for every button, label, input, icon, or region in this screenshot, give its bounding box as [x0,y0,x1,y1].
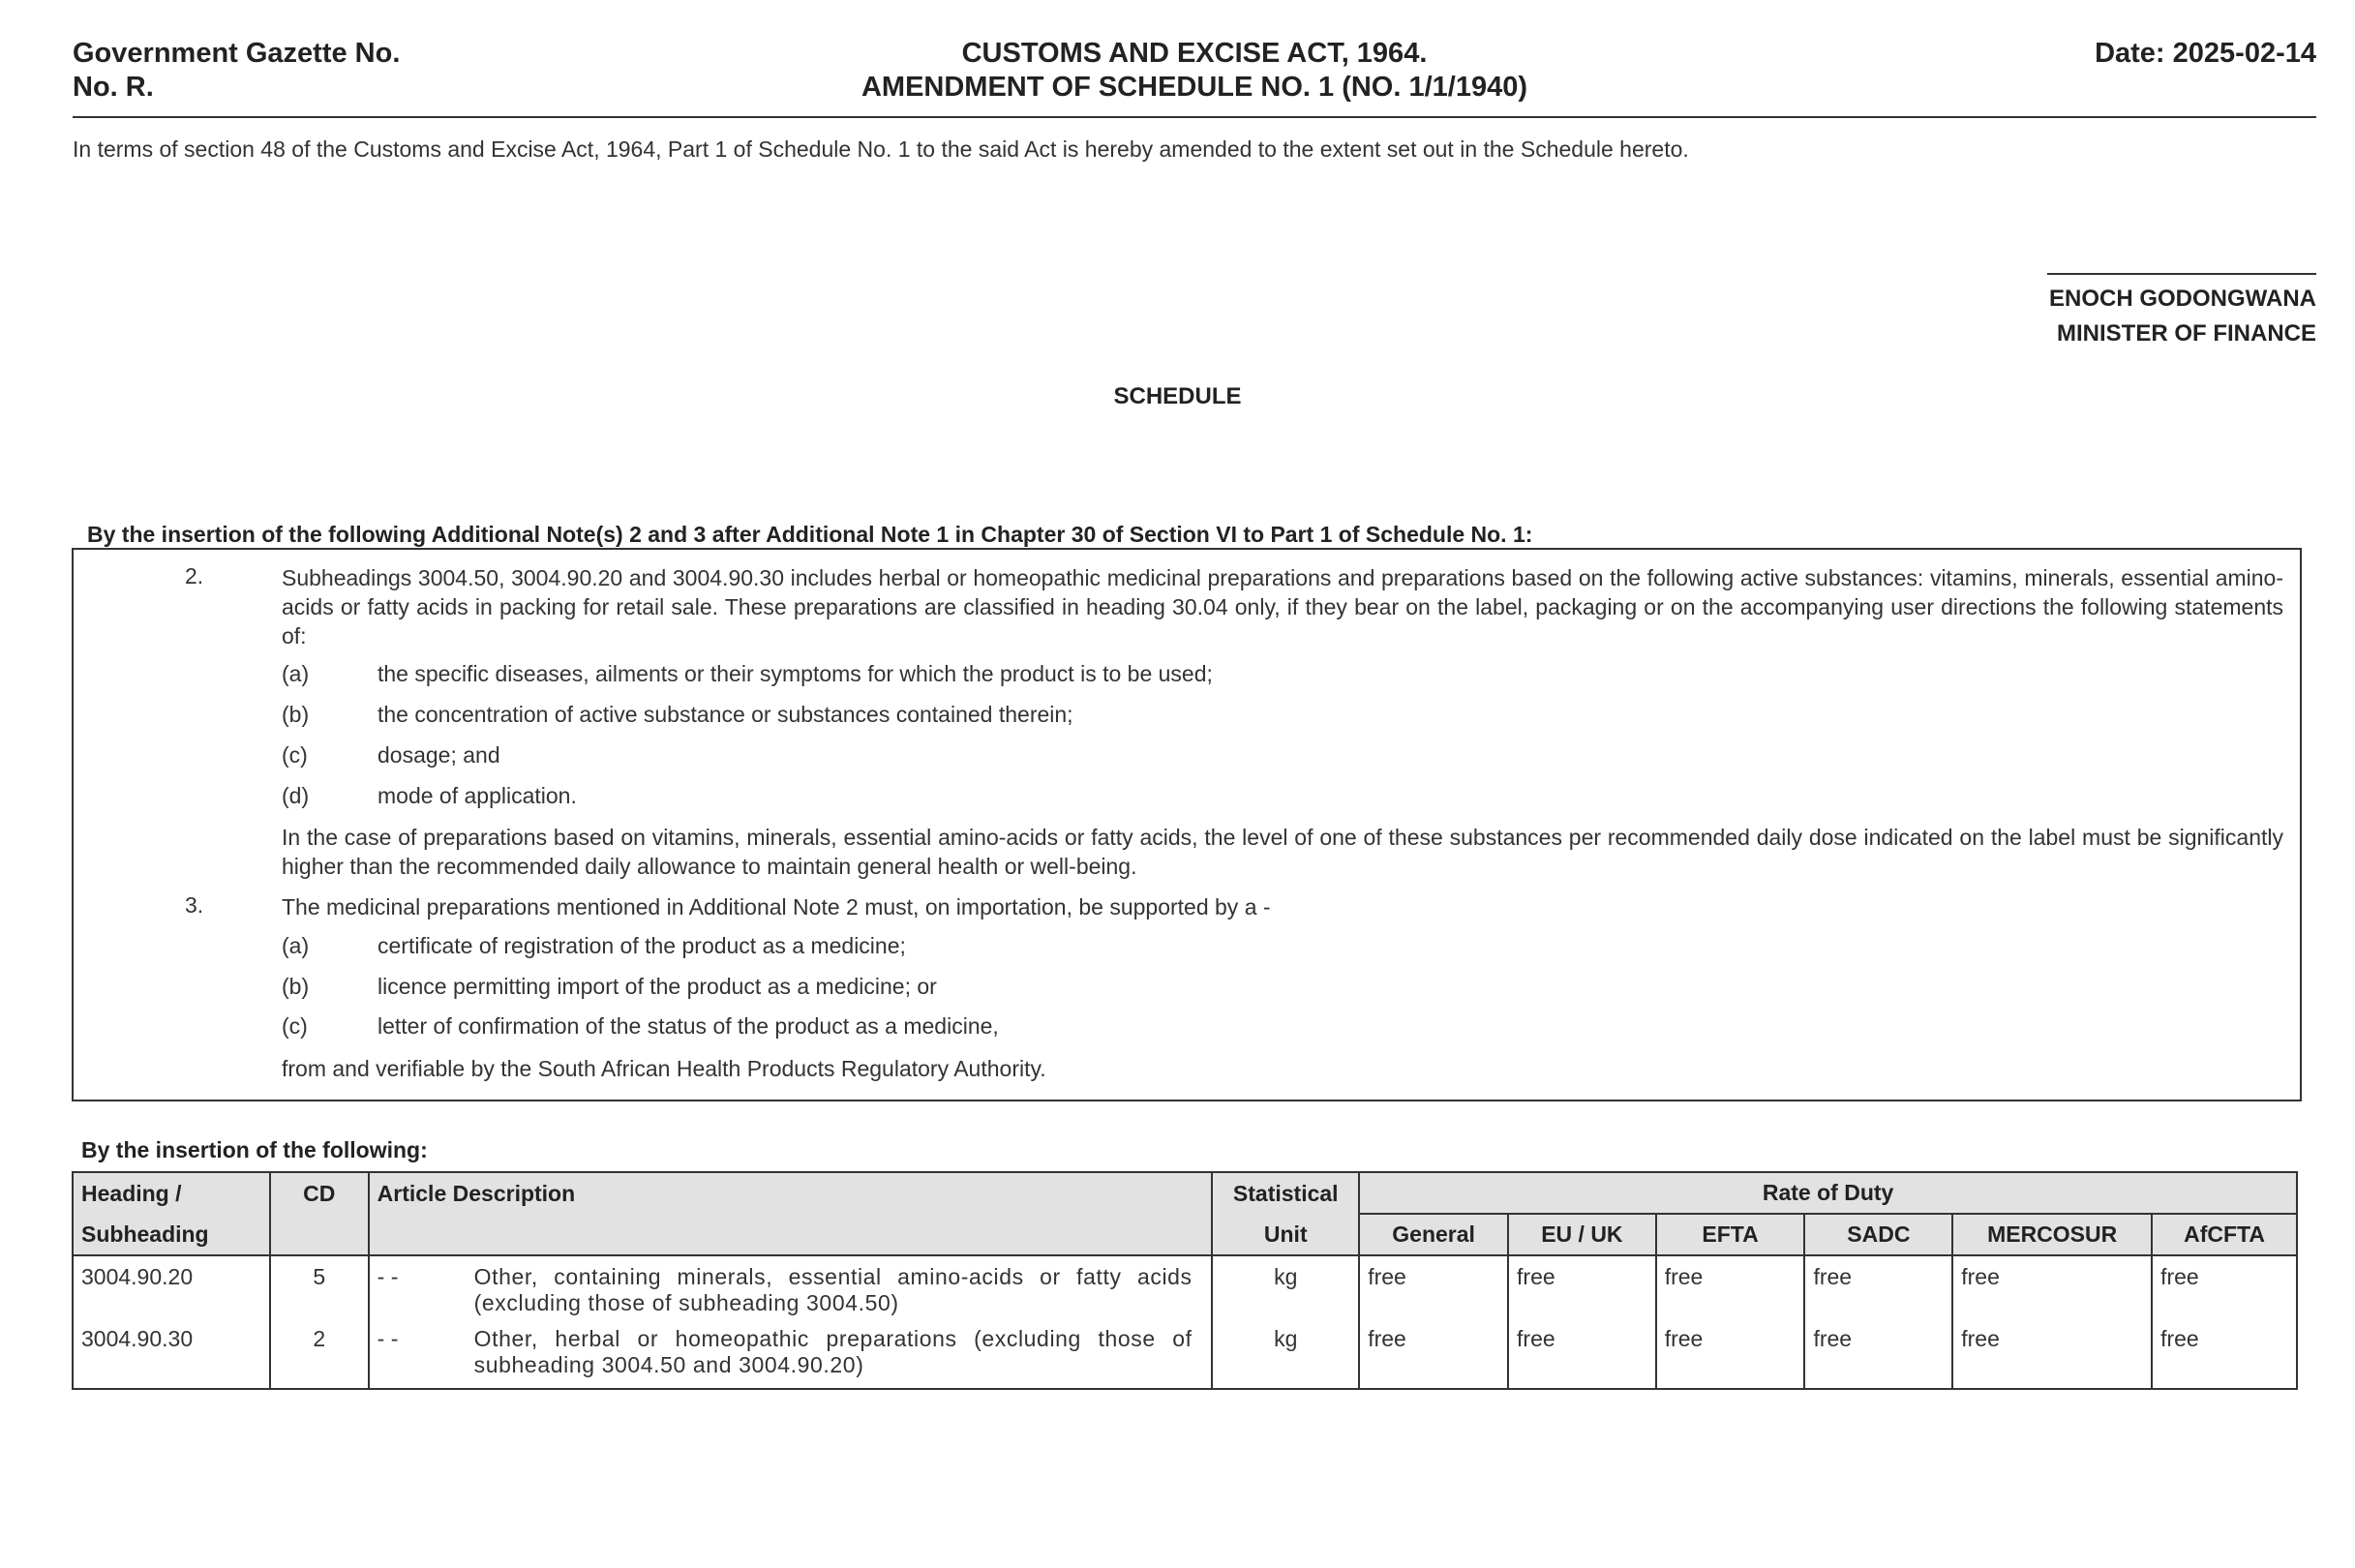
note-3-item-c-text: letter of confirmation of the status of the product as a medicine, [377,1013,999,1039]
note-2-item-c-text: dosage; and [377,742,500,768]
row-2-rate-efta: free [1656,1318,1805,1389]
header-article-continued [369,1214,1213,1255]
row-1-description-cell [369,1255,1213,1318]
header-rate-general: General [1359,1214,1508,1255]
row-2-rate-general: free [1359,1318,1508,1389]
header-statistical-unit: Unit [1212,1214,1359,1255]
row-1-cd: 5 [270,1255,369,1318]
signatory-title: MINISTER OF FINANCE [2057,320,2316,347]
row-2-rate-sadc: free [1804,1318,1952,1389]
signature-block [2047,273,2316,351]
note-2-item-b-text: the concentration of active substance or substances contained therein; [377,702,1073,727]
table-row [73,1255,2297,1318]
row-2-rate-afcfta: free [2152,1318,2297,1389]
gazette-line-1: Government Gazette No. [73,38,401,69]
title-line-1: CUSTOMS AND EXCISE ACT, 1964. [961,38,1428,69]
note-3-number: 3. [185,892,204,918]
row-1-rate-sadc: free [1804,1255,1952,1318]
header-rate-efta: EFTA [1656,1214,1805,1255]
intro-paragraph: In terms of section 48 of the Customs and Excise Act, 1964, Part 1 of Schedule No. 1 to the said Act is hereby amended to the extent set out in the Schedule hereto. [73,136,1689,162]
row-1-rate-mercosur: free [1952,1255,2152,1318]
row-1-rate-afcfta: free [2152,1255,2297,1318]
note-2-number: 2. [185,563,204,588]
header-rate-eu-uk: EU / UK [1508,1214,1656,1255]
note-3-item-b-text: licence permitting import of the product as a medicine; or [377,974,937,999]
row-2-cd: 2 [270,1318,369,1389]
row-2-dash: - - [377,1326,399,1351]
table-row [73,1318,2297,1389]
header-cd: CD [270,1172,369,1214]
tariff-table [72,1171,2298,1390]
header-statistical-top: Statistical [1212,1172,1359,1214]
note-3-item-a-label: (a) [282,933,310,958]
document-title [73,37,2316,105]
note-3-item-c-label: (c) [282,1013,308,1039]
document-date: Date: 2025-02-14 [2095,38,2316,69]
signatory-name: ENOCH GODONGWANA [2049,286,2316,312]
table-heading: By the insertion of the following: [81,1137,428,1162]
note-2-item-d-text: mode of application. [377,783,577,808]
row-2-description: Other, herbal or homeopathic preparations (excluding those of subheading 3004.50 and 3004.90.20) [473,1326,1193,1377]
row-1-dash: - - [377,1264,399,1289]
notes-heading: By the insertion of the following Additional Note(s) 2 and 3 after Additional Note 1 in Chapter 30 of Section VI to Part 1 of Schedule No. 1: [87,522,1533,547]
header-heading-subheading-bottom: Subheading [73,1214,270,1255]
note-2-item-a-label: (a) [282,661,310,686]
note-3-text: The medicinal preparations mentioned in Additional Note 2 must, on importation, be supported by a - [282,894,1271,920]
row-2-rate-eu-uk: free [1508,1318,1656,1389]
table-header-row-2 [73,1214,2297,1255]
header-article-description: Article Description [369,1172,1213,1214]
row-2-unit: kg [1212,1318,1359,1389]
note-2-item-b-label: (b) [282,702,310,727]
row-1-unit: kg [1212,1255,1359,1318]
schedule-title: SCHEDULE [1113,383,1242,409]
header-rate-of-duty: Rate of Duty [1359,1172,2297,1214]
note-3-closing: from and verifiable by the South African Health Products Regulatory Authority. [282,1056,1046,1081]
document-header [73,37,2316,118]
row-1-rate-efta: free [1656,1255,1805,1318]
note-3-item-b-label: (b) [282,974,310,999]
header-rate-afcfta: AfCFTA [2152,1214,2297,1255]
gazette-line-2: No. R. [73,72,154,103]
note-2-item-d-label: (d) [282,783,310,808]
row-1-rate-general: free [1359,1255,1508,1318]
additional-notes-box [72,548,2302,1101]
title-line-2: AMENDMENT OF SCHEDULE NO. 1 (NO. 1/1/1940) [860,72,1528,103]
row-2-description-cell [369,1318,1213,1389]
header-heading-subheading-top: Heading / [73,1172,270,1214]
header-rate-sadc: SADC [1804,1214,1952,1255]
row-2-heading: 3004.90.30 [73,1318,270,1389]
note-3-item-a-text: certificate of registration of the product as a medicine; [377,933,906,958]
row-2-rate-mercosur: free [1952,1318,2152,1389]
note-2-text: Subheadings 3004.50, 3004.90.20 and 3004.90.30 includes herbal or homeopathic medicinal preparations and preparations based on the following active substances: vitamins, minerals, essential amino-acids or fatty acids in packing for retail sale. These preparations are classified in heading 30.04 only, if they bear on the label, packaging or on the accompanying user directions the following statements of: [282,565,2283,648]
header-rate-mercosur: MERCOSUR [1952,1214,2152,1255]
note-2-closing: In the case of preparations based on vitamins, minerals, essential amino-acids or fatty acids, the level of one of these substances per recommended daily dose indicated on the label must be significantly higher than the recommended daily allowance to maintain general health or well-being. [282,825,2283,879]
table-header-row-1 [73,1172,2297,1214]
row-1-rate-eu-uk: free [1508,1255,1656,1318]
note-2-item-a-text: the specific diseases, ailments or their symptoms for which the product is to be used; [377,661,1213,686]
note-2-item-c-label: (c) [282,742,308,768]
row-1-description: Other, containing minerals, essential amino-acids or fatty acids (excluding those of subheading 3004.50) [473,1264,1193,1315]
header-cd-continued [270,1214,369,1255]
row-1-heading: 3004.90.20 [73,1255,270,1318]
